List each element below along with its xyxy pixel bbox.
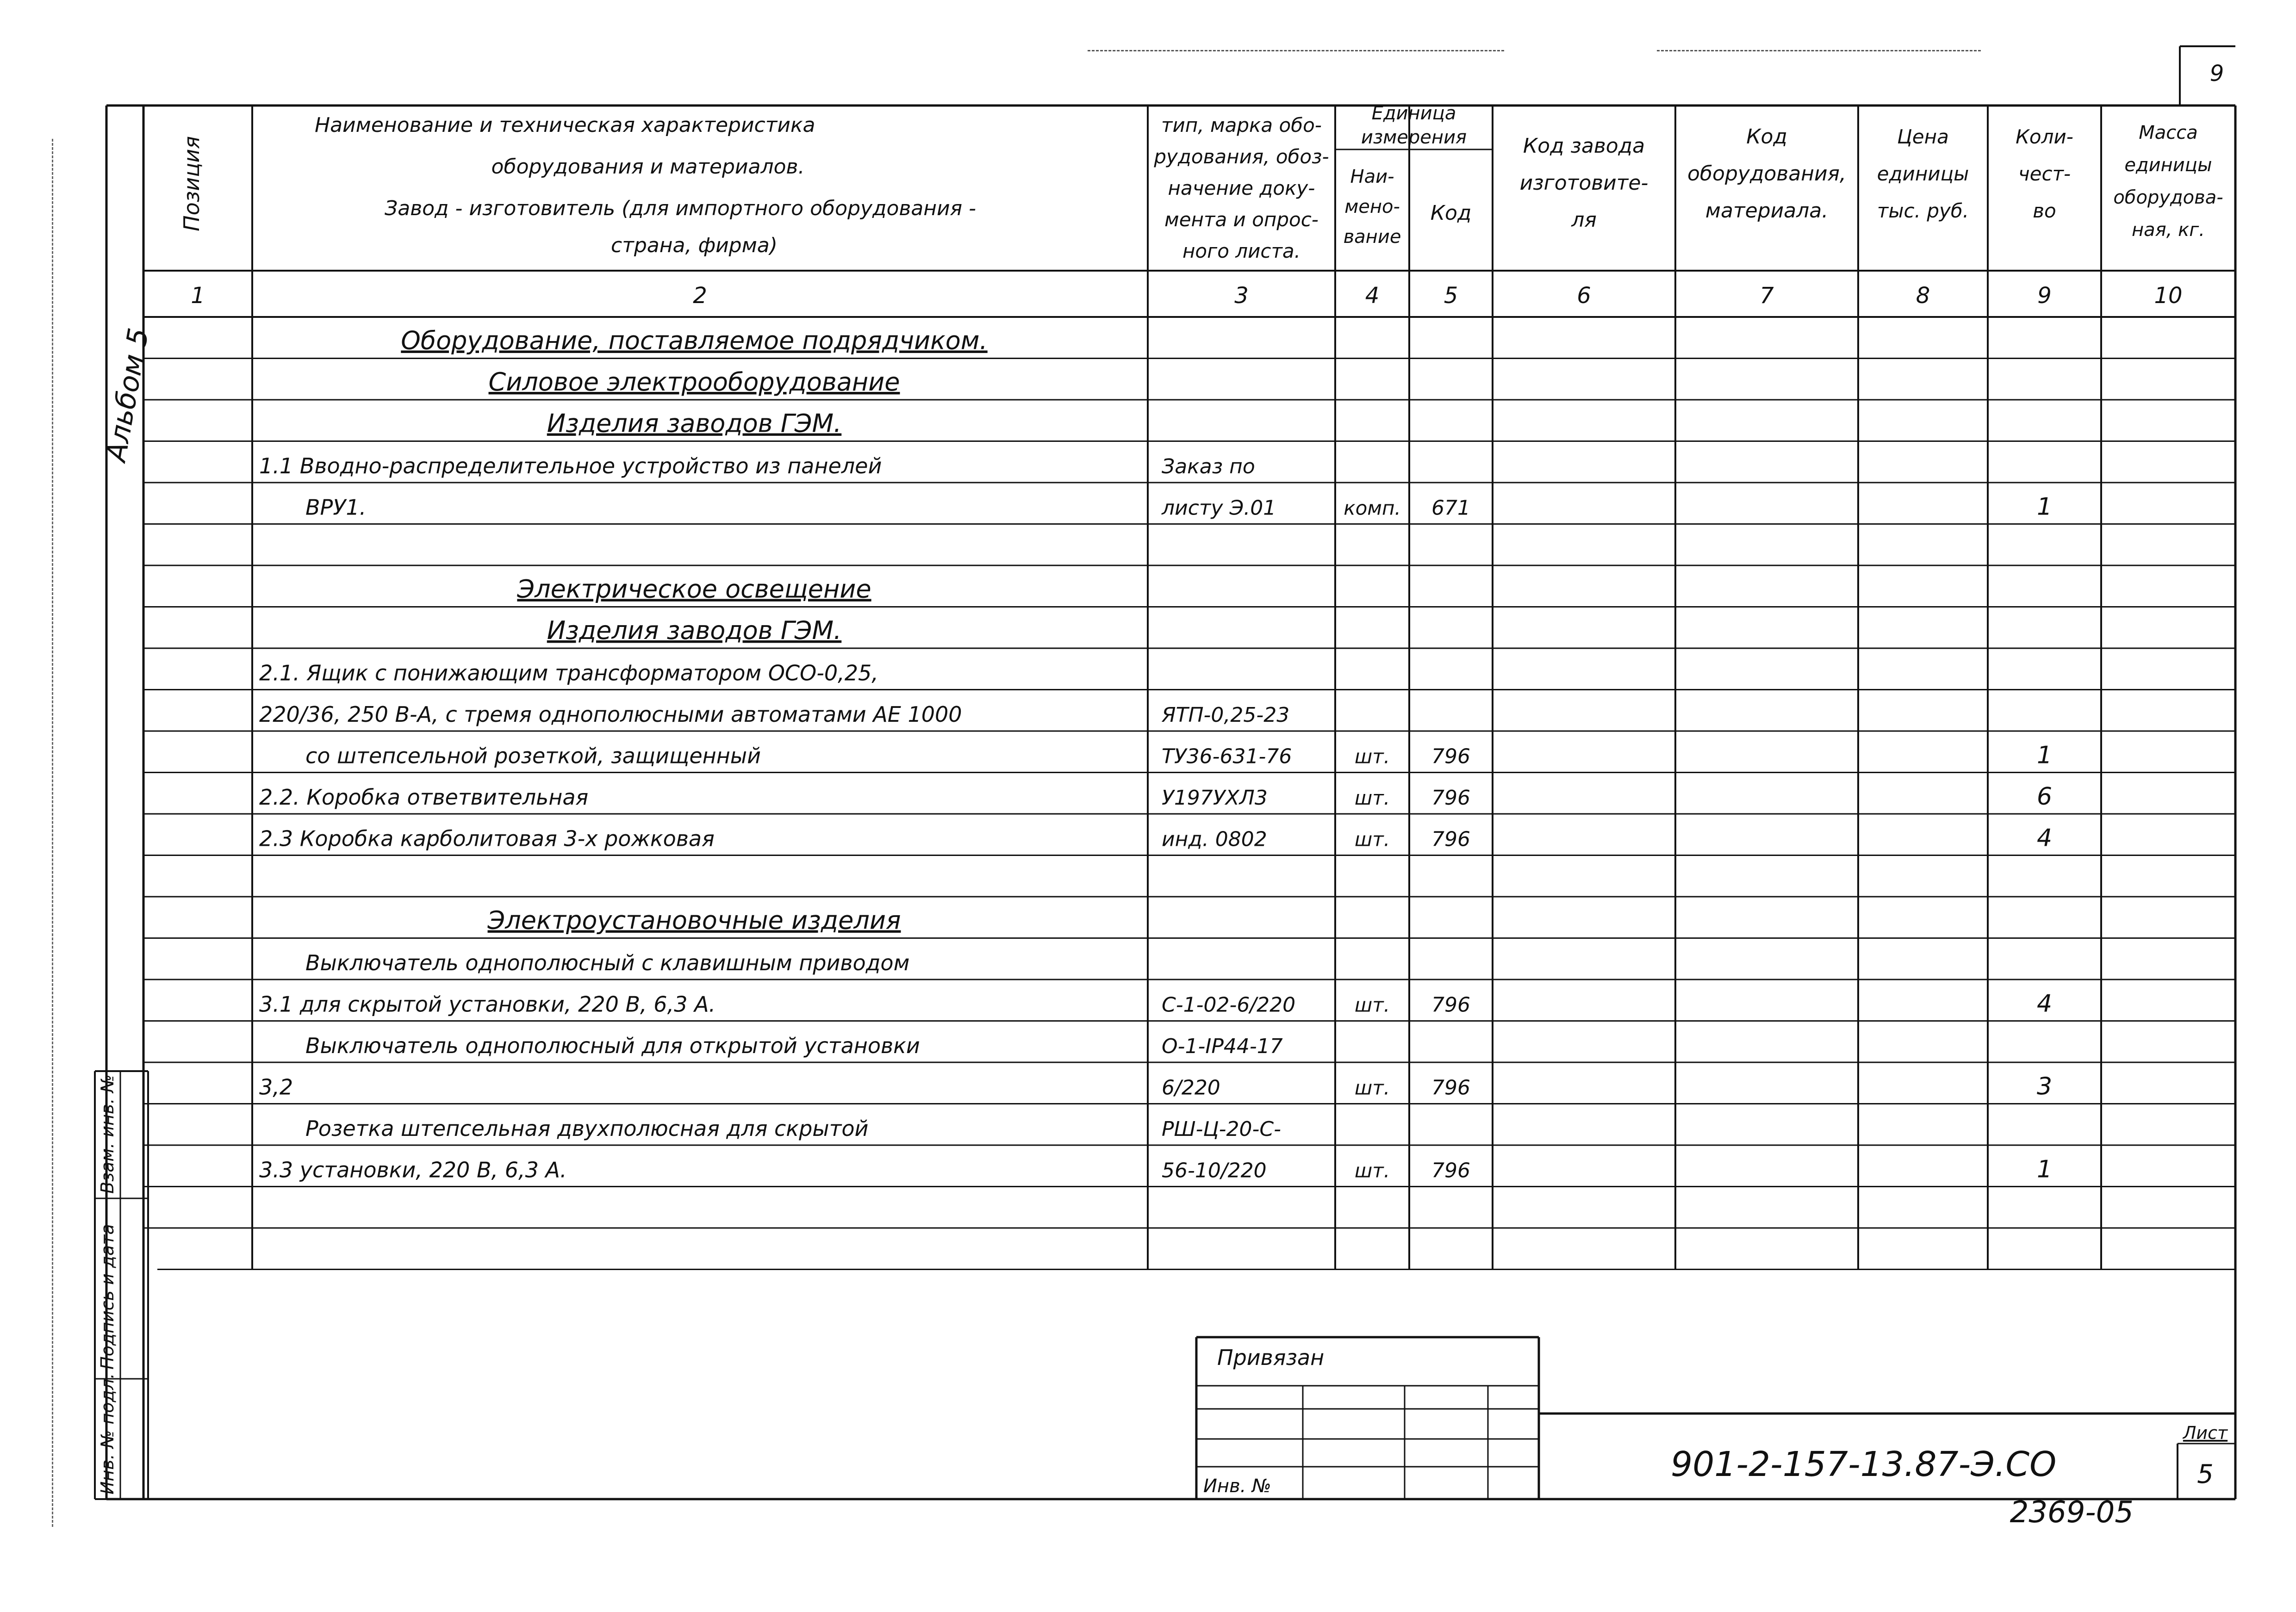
header-qty: чест-	[2018, 162, 2071, 185]
sheet-number: 5	[2197, 1459, 2214, 1489]
column-number: 2	[693, 283, 707, 309]
row-name: со штепсельной розеткой, защищенный	[305, 743, 761, 769]
header-type-line: мента и опрос-	[1164, 208, 1319, 231]
section-heading: Оборудование, поставляемое подрядчиком.	[401, 326, 988, 355]
column-number: 4	[1365, 283, 1380, 309]
stamp-label: Подпись и дата	[97, 1224, 118, 1370]
corner-mark: 9	[2209, 61, 2224, 87]
row-type: С-1-02-6/220	[1162, 993, 1296, 1017]
row-name: ВРУ1.	[305, 495, 367, 520]
section-heading: Изделия заводов ГЭМ.	[547, 409, 842, 438]
bound-label: Привязан	[1217, 1345, 1325, 1370]
header-factory: ля	[1571, 208, 1597, 232]
row-qty: 4	[2036, 824, 2053, 852]
column-number: 8	[1916, 283, 1930, 309]
header-qty: во	[2033, 199, 2056, 222]
row-type: Заказ по	[1162, 455, 1255, 478]
header-unit-code: Код	[1430, 201, 1472, 225]
row-qty: 1	[2036, 741, 2053, 769]
row-type: О-1-IР44-17	[1162, 1035, 1283, 1058]
row-name: 220/36, 250 В-А, с тремя однополюсными автоматами АЕ 1000	[259, 702, 962, 727]
column-number: 5	[1444, 283, 1458, 309]
document-code: 901-2-157-13.87-Э.СО	[1671, 1445, 2057, 1484]
column-number: 6	[1577, 283, 1591, 309]
row-code: 796	[1431, 1076, 1470, 1100]
header-type-line: рудования, обоз-	[1154, 145, 1329, 168]
row-name: 2.1. Ящик с понижающим трансформатором ОСО-0,25,	[259, 660, 878, 686]
header-name-line: страна, фирма)	[611, 234, 778, 257]
section-heading: Изделия заводов ГЭМ.	[547, 616, 842, 645]
row-code: 796	[1431, 786, 1470, 810]
row-type: 56-10/220	[1162, 1159, 1267, 1183]
stamp-label: Инв. № подл.	[97, 1373, 118, 1494]
row-qty: 1	[2036, 493, 2053, 521]
row-unit: шт.	[1354, 828, 1390, 851]
table-grid	[95, 46, 2235, 1499]
row-unit: шт.	[1354, 993, 1390, 1017]
row-name: 3,2	[259, 1074, 293, 1100]
header-price: единицы	[1877, 162, 1969, 185]
column-number: 7	[1760, 283, 1774, 309]
table-text	[97, 61, 2228, 1530]
header-price: Цена	[1897, 125, 1949, 148]
row-code: 796	[1431, 827, 1470, 851]
header-factory: Код завода	[1523, 134, 1645, 158]
row-type: листу Э.01	[1162, 496, 1276, 520]
header-name-line: оборудования и материалов.	[491, 155, 805, 179]
inv-label: Инв. №	[1203, 1476, 1271, 1497]
row-code: 671	[1431, 496, 1470, 520]
row-code: 796	[1431, 1159, 1470, 1183]
row-name: 2.3 Коробка карболитовая 3-х рожковая	[259, 826, 715, 851]
header-type-line: начение доку-	[1168, 177, 1315, 199]
header-eqcode: оборудования,	[1687, 162, 1846, 186]
header-name-line: Завод - изготовитель (для импортного оборудования -	[385, 197, 976, 220]
row-qty: 4	[2036, 990, 2053, 1018]
row-code: 796	[1431, 744, 1470, 769]
header-type-line: тип, марка обо-	[1161, 114, 1322, 136]
row-unit: шт.	[1354, 1159, 1390, 1182]
row-name: Розетка штепсельная двухполюсная для скрытой	[305, 1116, 869, 1141]
header-unit: измерения	[1361, 127, 1467, 148]
row-name: 2.2. Коробка ответвительная	[259, 785, 589, 810]
header-type-line: ного листа.	[1182, 240, 1301, 262]
header-qty: Коли-	[2016, 125, 2073, 148]
row-unit: шт.	[1354, 787, 1390, 809]
header-mass: оборудова-	[2113, 187, 2223, 208]
sheet-label: Лист	[2183, 1423, 2228, 1443]
row-type: ЯТП-0,25-23	[1162, 703, 1290, 727]
row-unit: комп.	[1344, 496, 1401, 520]
header-factory: изготовите-	[1519, 171, 1649, 195]
section-heading: Силовое электрооборудование	[488, 367, 900, 397]
album-label: Альбом 5	[100, 325, 156, 464]
row-code: 796	[1431, 993, 1470, 1017]
row-name: 3.3 установки, 220 В, 6,3 А.	[259, 1157, 567, 1183]
row-unit: шт.	[1354, 1076, 1390, 1099]
row-qty: 6	[2036, 783, 2053, 811]
column-number: 10	[2154, 283, 2183, 309]
row-qty: 3	[2036, 1073, 2053, 1101]
header-name-line: Наименование и техническая характеристика	[315, 113, 815, 137]
row-unit: шт.	[1354, 745, 1390, 768]
column-number: 9	[2037, 283, 2052, 309]
header-position: Позиция	[179, 136, 204, 231]
section-heading: Электроустановочные изделия	[487, 905, 901, 935]
header-price: тыс. руб.	[1877, 199, 1969, 222]
header-unit-name: Наи-	[1350, 166, 1394, 187]
row-type: 6/220	[1162, 1076, 1220, 1100]
header-eqcode: материала.	[1705, 199, 1829, 223]
row-name: Выключатель однополюсный для открытой установки	[305, 1033, 920, 1058]
row-type: РШ-Ц-20-С-	[1162, 1117, 1281, 1141]
header-mass: единицы	[2124, 155, 2212, 176]
column-number: 3	[1234, 283, 1249, 309]
row-name: 1.1 Вводно-распределительное устройство из панелей	[259, 453, 882, 478]
row-name: Выключатель однополюсный с клавишным приводом	[305, 950, 910, 975]
header-mass: ная, кг.	[2131, 219, 2205, 241]
row-type: ТУ36-631-76	[1162, 744, 1292, 769]
header-unit: Единица	[1371, 103, 1456, 124]
header-unit-name: мено-	[1344, 196, 1400, 217]
column-number: 1	[191, 283, 205, 309]
row-type: У197УХЛ3	[1162, 786, 1268, 810]
header-eqcode: Код	[1746, 125, 1787, 149]
row-name: 3.1 для скрытой установки, 220 В, 6,3 А.	[259, 992, 716, 1017]
top-scan-mark-2	[1657, 50, 1981, 51]
archive-number: 2369-05	[2010, 1495, 2134, 1530]
header-unit-name: вание	[1343, 226, 1401, 248]
row-type: инд. 0802	[1162, 827, 1267, 851]
top-scan-mark	[1088, 50, 1504, 51]
section-heading: Электрическое освещение	[517, 574, 871, 604]
row-qty: 1	[2036, 1155, 2053, 1184]
left-scan-mark	[52, 139, 53, 1527]
stamp-label: Взам. инв. №	[97, 1074, 118, 1194]
header-mass: Масса	[2139, 122, 2198, 143]
